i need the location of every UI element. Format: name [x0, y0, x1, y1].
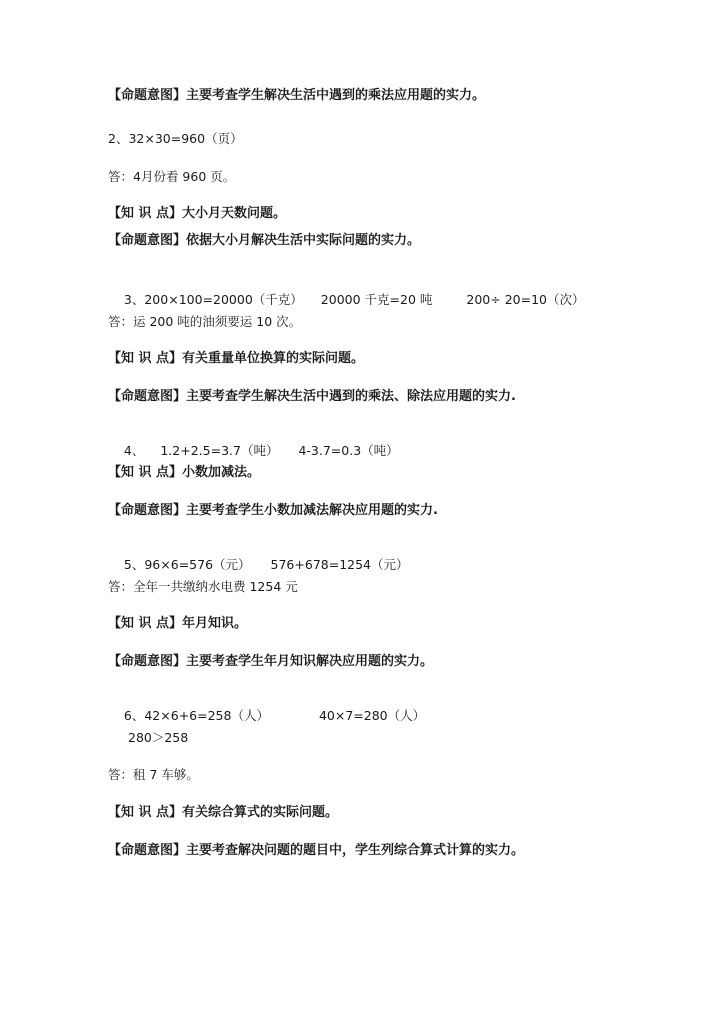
- solution-3-step-3: 200÷ 20=10（次）: [466, 292, 585, 307]
- comparison-6: 280＞258: [128, 730, 189, 745]
- intent-line-1: 【命题意图】主要考查学生解决生活中遇到的乘法应用题的实力。: [108, 88, 486, 103]
- solution-5-step-2: 576+678=1254（元）: [270, 557, 409, 572]
- solution-4-step-2: 4-3.7=0.3（吨）: [298, 443, 399, 458]
- answer-2: 答：4月份看 960 页。: [108, 169, 236, 184]
- answer-6: 答：租 7 车够。: [108, 767, 199, 782]
- knowledge-point-5: 【知 识 点】年月知识。: [108, 616, 248, 631]
- solution-5-step-1: 5、96×6=576（元）: [123, 557, 251, 572]
- knowledge-point-4: 【知 识 点】小数加减法。: [108, 465, 261, 480]
- knowledge-point-3: 【知 识 点】有关重量单位换算的实际问题。: [108, 351, 365, 366]
- solution-4-index: 4、: [123, 443, 145, 458]
- solution-6-step-2: 40×7=280（人）: [318, 708, 426, 723]
- solution-4-step-1: 1.2+2.5=3.7（吨）: [160, 443, 279, 458]
- solution-6-step-1: 6、42×6+6=258（人）: [123, 708, 269, 723]
- intent-line-5: 【命题意图】主要考查学生年月知识解决应用题的实力。: [108, 654, 434, 669]
- intent-line-3: 【命题意图】主要考查学生解决生活中遇到的乘法、除法应用题的实力.: [108, 389, 516, 404]
- intent-line-2: 【命题意图】依据大小月解决生活中实际问题的实力。: [108, 233, 421, 248]
- knowledge-point-6: 【知 识 点】有关综合算式的实际问题。: [108, 805, 339, 820]
- knowledge-point-2: 【知 识 点】大小月天数问题。: [108, 206, 287, 221]
- solution-2: 2、32×30=960（页）: [108, 131, 243, 146]
- answer-5: 答：全年一共缴纳水电费 1254 元: [108, 579, 298, 594]
- intent-line-6: 【命题意图】主要考查解决问题的题目中，学生列综合算式计算的实力。: [108, 843, 525, 858]
- answer-3: 答：运 200 吨的油须要运 10 次。: [108, 314, 302, 329]
- solution-3-step-2: 20000 千克=20 吨: [320, 292, 433, 307]
- solution-3-step-1: 3、200×100=20000（千克）: [123, 292, 303, 307]
- intent-line-4: 【命题意图】主要考查学生小数加减法解决应用题的实力.: [108, 503, 438, 518]
